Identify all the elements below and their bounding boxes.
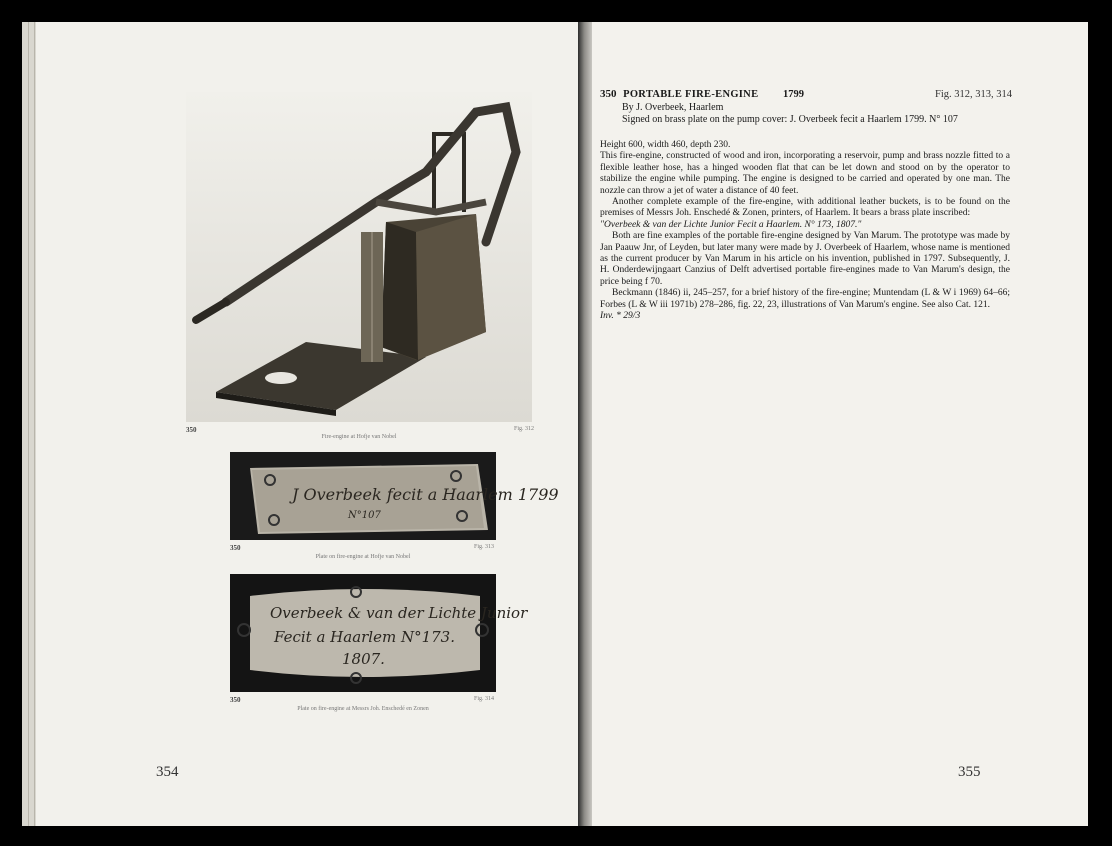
inventory-number: Inv. * 29/3: [600, 311, 641, 322]
fig314-cat-number: 350: [230, 696, 241, 704]
fire-engine-photo: [186, 92, 532, 422]
entry-year: 1799: [783, 89, 804, 100]
dimensions: Height 600, width 460, depth 230.: [600, 140, 731, 150]
references-paragraph: Beckmann (1846) ii, 245–257, for a brief history of the fire-engine; Muntendam (L & W i 1969) 64–66; Forbes (L & W iii 1971b) 278–286, fig. 22, 23, illustrations of Van Marum's engine. See also Cat. 121.: [600, 288, 1010, 310]
plate2-line1: Overbeek & van der Lichte Junior: [270, 604, 528, 622]
left-page-number: 354: [156, 764, 179, 780]
fig314-label: Fig. 314: [474, 696, 495, 702]
catalogue-number: 350: [600, 88, 617, 100]
right-page: [592, 22, 1088, 826]
fig312-label: Fig. 312: [514, 426, 535, 432]
fig314-caption: Plate on fire-engine at Messrs Joh. Enschedé en Zonen: [297, 706, 429, 712]
description-paragraph: This fire-engine, constructed of wood and iron, incorporating a reservoir, pump and brass nozzle fitted to a flexible leather hose, has a hinged wooden flat that can be let down and stood on by the operator to stabilize the engine while pumping. The engine is designed to be carried and operated by one man. The nozzle can throw a jet of water a distance of 40 feet.: [600, 151, 1010, 196]
entry-body: [600, 140, 1010, 323]
brass-plate-photo-2: [230, 574, 528, 692]
fig312-caption: Fire-engine at Hofje van Nobel: [321, 434, 397, 440]
entry-author: By J. Overbeek, Haarlem: [622, 102, 724, 113]
plate1-number: N°107: [348, 510, 381, 521]
inscription-quote: "Overbeek & van der Lichte Junior Fecit a Haarlem. N° 173, 1807.": [600, 219, 862, 230]
fig312-cat-number: 350: [186, 426, 197, 434]
second-example-paragraph: Another complete example of the fire-engine, with additional leather buckets, is to be found on the premises of Messrs Joh. Enschedé & Zonen, printers, of Haarlem. It bears a brass plate inscribed:: [600, 197, 1010, 219]
figure-references: Fig. 312, 313, 314: [934, 89, 1012, 100]
fig313-caption: Plate on fire-engine at Hofje van Nobel: [315, 554, 411, 560]
plate1-inscription: J Overbeek fecit a Haarlem 1799: [292, 485, 559, 504]
history-paragraph: Both are fine examples of the portable fire-engine designed by Van Marum. The prototype was made by Jan Paauw Jnr, of Leyden, but later many were made by J. Overbeek of Haarlem, whose name is mentioned as the current producer by Van Marum in his article on his invention, published in 1797. Subsequently, J. H. Onderdewijngaart Canzius of Delft advertised portable fire-engines made to Van Marum's design, the price being f 70.: [600, 231, 1010, 287]
plate2-line2: Fecit a Haarlem N°173.: [274, 628, 455, 646]
fig313-label: Fig. 313: [474, 544, 495, 550]
entry-title: PORTABLE FIRE-ENGINE: [623, 89, 759, 100]
signature-note: Signed on brass plate on the pump cover: J. Overbeek fecit a Haarlem 1799. N° 107: [622, 114, 958, 125]
fig313-cat-number: 350: [230, 544, 241, 552]
entry-heading: [600, 88, 1012, 101]
right-page-number: 355: [958, 764, 981, 780]
left-page: [36, 22, 582, 826]
brass-plate-photo-1: [230, 452, 559, 540]
plate2-line3: 1807.: [342, 650, 385, 668]
